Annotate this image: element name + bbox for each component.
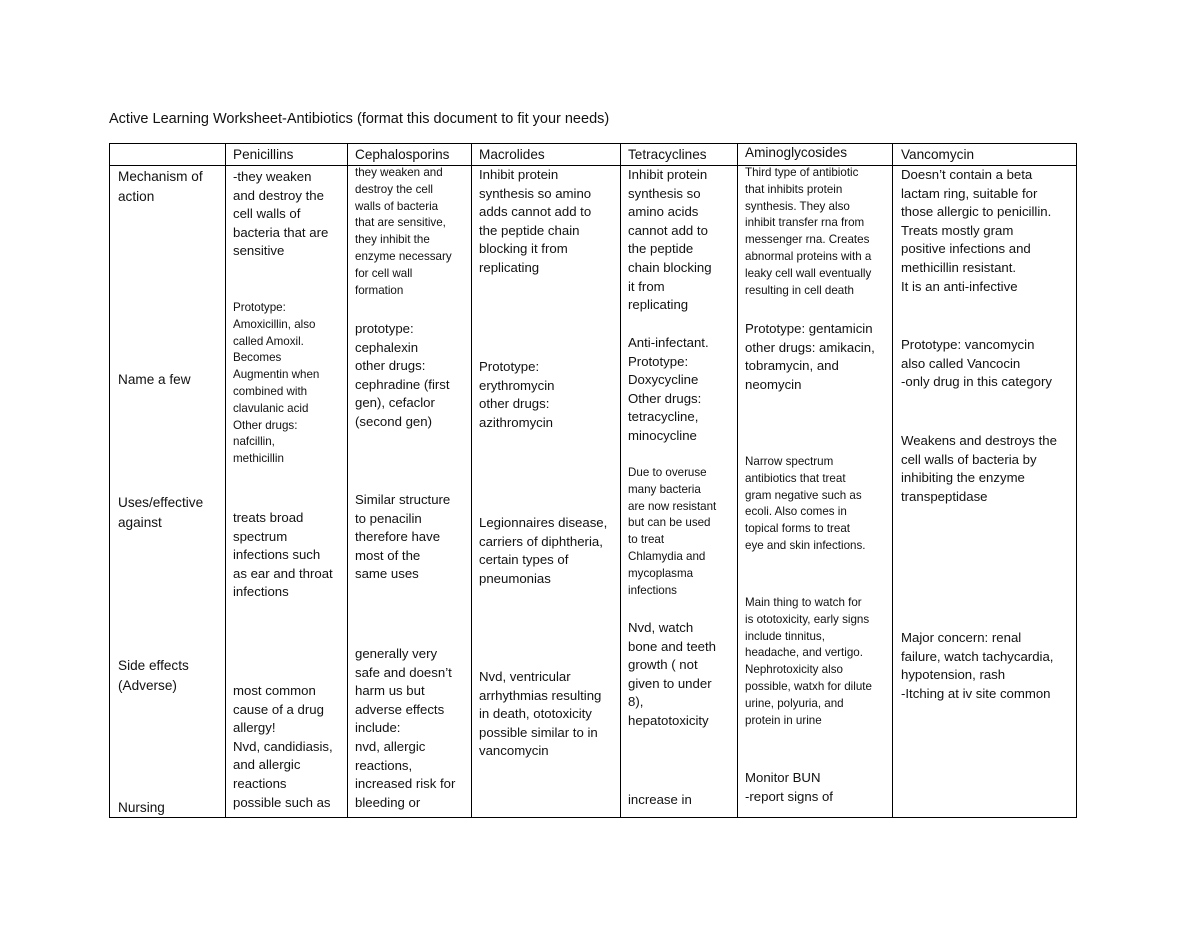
aminoglycosides-mechanism: Third type of antibiotic that inhibits protein synthesis. They also inhibit transfer rna from messenger rna. Creates abnormal proteins with a leaky cell wall eventually resulting in cell death [745, 166, 872, 297]
macrolides-mechanism: Inhibit protein synthesis so amino adds cannot add to the peptide chain blocking it from replicating [479, 167, 592, 275]
column-divider [620, 144, 621, 817]
tetracyclines-prototype: Anti-infectant. Prototype: Doxycycline Other drugs: tetracycline, minocycline [628, 335, 709, 443]
page-title: Active Learning Worksheet-Antibiotics (format this document to fit your needs) [109, 111, 610, 127]
aminoglycosides-nursing: Monitor BUN -report signs of [745, 770, 833, 804]
cephalosporins-mechanism: they weaken and destroy the cell walls of bacteria that are sensitive, they inhibit the enzyme necessary for cell wall formation [355, 166, 452, 297]
penicillins-side-effects: most common cause of a drug allergy! Nvd, candidiasis, and allergic reactions possible such as [233, 683, 333, 810]
row-label-uses: Uses/effective against [118, 495, 204, 530]
column-header-macrolides: Macrolides [479, 147, 545, 162]
row-label-nursing: Nursing [118, 800, 165, 815]
tetracyclines-side-effects: Nvd, watch bone and teeth growth ( not given to under 8), hepatotoxicity [628, 620, 716, 728]
penicillins-mechanism: -they weaken and destroy the cell walls of bacteria that are sensitive [233, 169, 329, 259]
cephalosporins-side-effects: generally very safe and doesn’t harm us but adverse effects include: nvd, allergic reactions, increased risk for bleeding or [355, 646, 456, 810]
row-label-name-a-few: Name a few [118, 372, 191, 387]
penicillins-uses: treats broad spectrum infections such as ear and throat infections [233, 510, 333, 600]
vancomycin-uses: Weakens and destroys the cell walls of bacteria by inhibiting the enzyme transpeptidase [901, 433, 1057, 504]
tetracyclines-nursing: increase in [628, 792, 692, 807]
aminoglycosides-side-effects: Main thing to watch for is ototoxicity, early signs include tinnitus, headache, and vertigo. Nephrotoxicity also possible, watxh for dilute urine, polyuria, and protein in urine [745, 596, 872, 727]
column-divider [225, 144, 226, 817]
aminoglycosides-prototype: Prototype: gentamicin other drugs: amikacin, tobramycin, and neomycin [745, 321, 875, 392]
antibiotics-table [109, 143, 1077, 818]
vancomycin-mechanism: Doesn’t contain a beta lactam ring, suitable for those allergic to penicillin. Treats mostly gram positive infections and methicillin resistant. It is an anti-infective [901, 167, 1052, 294]
column-header-penicillins: Penicillins [233, 147, 294, 162]
tetracyclines-uses: Due to overuse many bacteria are now resistant but can be used to treat Chlamydia and mycoplasma infections [628, 466, 717, 597]
tetracyclines-mechanism: Inhibit protein synthesis so amino acids cannot add to the peptide chain blocking it from replicating [628, 167, 712, 313]
column-header-tetracyclines: Tetracyclines [628, 147, 707, 162]
vancomycin-side-effects: Major concern: renal failure, watch tachycardia, hypotension, rash -Itching at iv site common [901, 630, 1054, 701]
macrolides-side-effects: Nvd, ventricular arrhythmias resulting in death, ototoxicity possible similar to in vancomycin [479, 669, 602, 759]
vancomycin-prototype: Prototype: vancomycin also called Vancocin -only drug in this category [901, 337, 1052, 390]
column-divider [471, 144, 472, 817]
column-header-vancomycin: Vancomycin [901, 147, 975, 162]
column-header-cephalosporins: Cephalosporins [355, 147, 450, 162]
cephalosporins-uses: Similar structure to penacilin therefore have most of the same uses [355, 492, 451, 582]
column-header-aminoglycosides: Aminoglycosides [745, 145, 847, 160]
row-label-side-effects: Side effects (Adverse) [118, 658, 189, 693]
column-divider [892, 144, 893, 817]
macrolides-uses: Legionnaires disease, carriers of diphtheria, certain types of pneumonias [479, 515, 608, 586]
column-divider [347, 144, 348, 817]
column-divider [737, 144, 738, 817]
cephalosporins-prototype: prototype: cephalexin other drugs: cephradine (first gen), cefaclor (second gen) [355, 321, 450, 429]
penicillins-prototype: Prototype: Amoxicillin, also called Amoxil. Becomes Augmentin when combined with clavulanic acid Other drugs: nafcillin, methicillin [233, 301, 320, 466]
macrolides-prototype: Prototype: erythromycin other drugs: azithromycin [479, 359, 555, 430]
aminoglycosides-uses: Narrow spectrum antibiotics that treat gram negative such as ecoli. Also comes in topical forms to treat eye and skin infections. [745, 455, 866, 552]
row-label-mechanism: Mechanism of action [118, 169, 203, 204]
